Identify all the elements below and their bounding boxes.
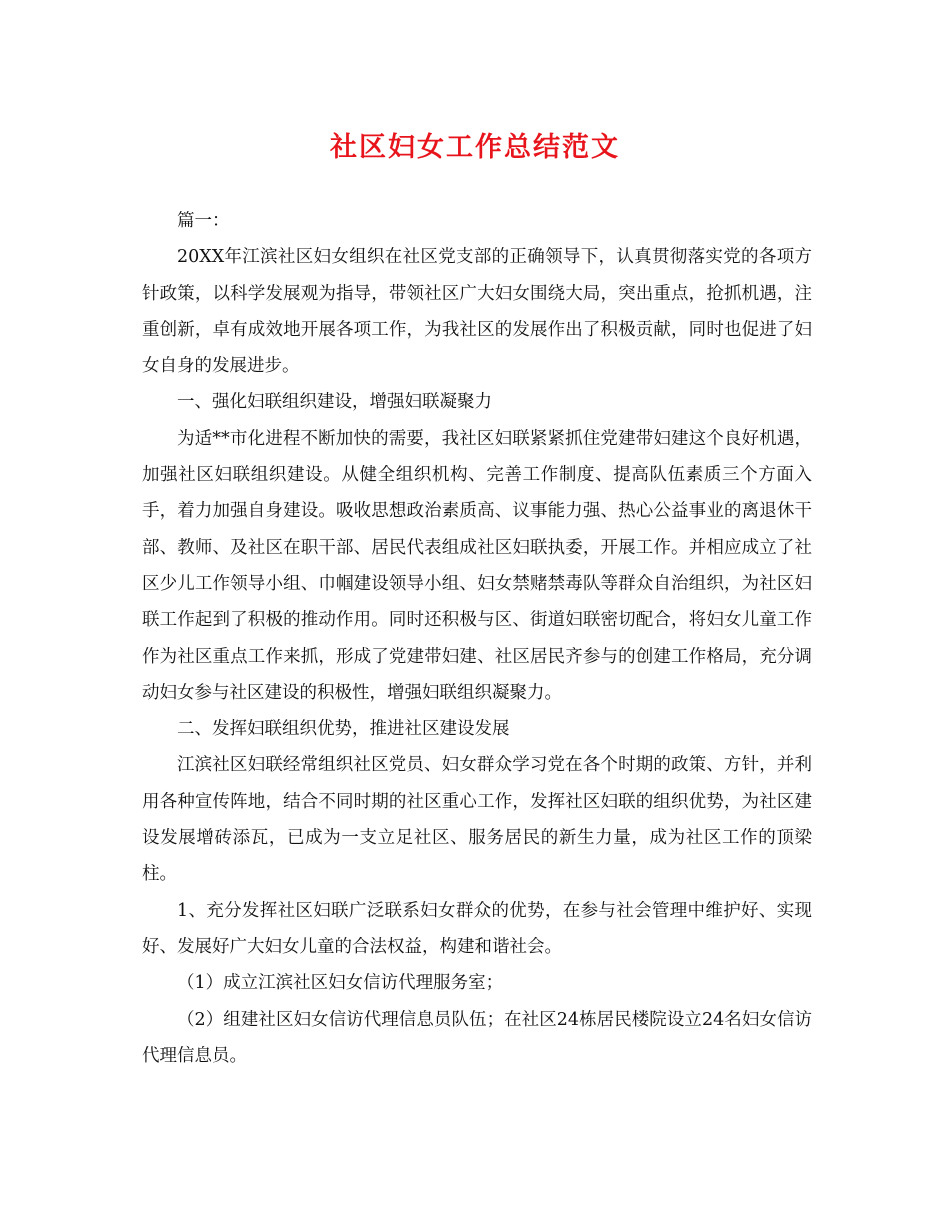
paragraph-subitem-2: （2）组建社区妇女信访代理信息员队伍；在社区24栋居民楼院设立24名妇女信访代理信息员。	[142, 1009, 812, 1066]
document-title: 社区妇女工作总结范文	[330, 132, 620, 163]
heading-section-1: 一、强化妇联组织建设，增强妇联凝聚力	[177, 392, 492, 413]
document-body	[142, 203, 812, 1074]
paragraph-subitem-1: （1）成立江滨社区妇女信访代理服务室；	[177, 973, 504, 994]
heading-section-2: 二、发挥妇联组织优势，推进社区建设发展	[177, 719, 510, 740]
paragraph-section-label: 篇一：	[177, 211, 230, 231]
paragraph-section-2: 江滨社区妇联经常组织社区党员、妇女群众学习党在各个时期的政策、方针，并利用各种宣传阵地，结合不同时期的社区重心工作，发挥社区妇联的组织优势，为社区建设发展增砖添瓦，已成为一支立足社区、服务居民的新生力量，成为社区工作的顶梁柱。	[142, 755, 812, 885]
paragraph-section-1: 为适**市化进程不断加快的需要，我社区妇联紧紧抓住党建带妇建这个良好机遇，加强社区妇联组织建设。从健全组织机构、完善工作制度、提高队伍素质三个方面入手，着力加强自身建设。吸收思想政治素质高、议事能力强、热心公益事业的离退休干部、教师、及社区在职干部、居民代表组成社区妇联执委，开展工作。并相应成立了社区少儿工作领导小组、巾帼建设领导小组、妇女禁赌禁毒队等群众自治组织，为社区妇联工作起到了积极的推动作用。同时还积极与区、街道妇联密切配合，将妇女儿童工作作为社区重点工作来抓，形成了党建带妇建、社区居民齐参与的创建工作格局，充分调动妇女参与社区建设的积极性，增强妇联组织凝聚力。	[142, 428, 812, 703]
paragraph-intro: 20XX年江滨社区妇女组织在社区党支部的正确领导下，认真贯彻落实党的各项方针政策，以科学发展观为指导，带领社区广大妇女围绕大局，突出重点，抢抓机遇，注重创新，卓有成效地开展各项工作，为我社区的发展作出了积极贡献，同时也促进了妇女自身的发展进步。	[142, 247, 812, 377]
paragraph-item-1: 1、充分发挥社区妇联广泛联系妇女群众的优势，在参与社会管理中维护好、实现好、发展好广大妇女儿童的合法权益，构建和谐社会。	[142, 900, 812, 957]
